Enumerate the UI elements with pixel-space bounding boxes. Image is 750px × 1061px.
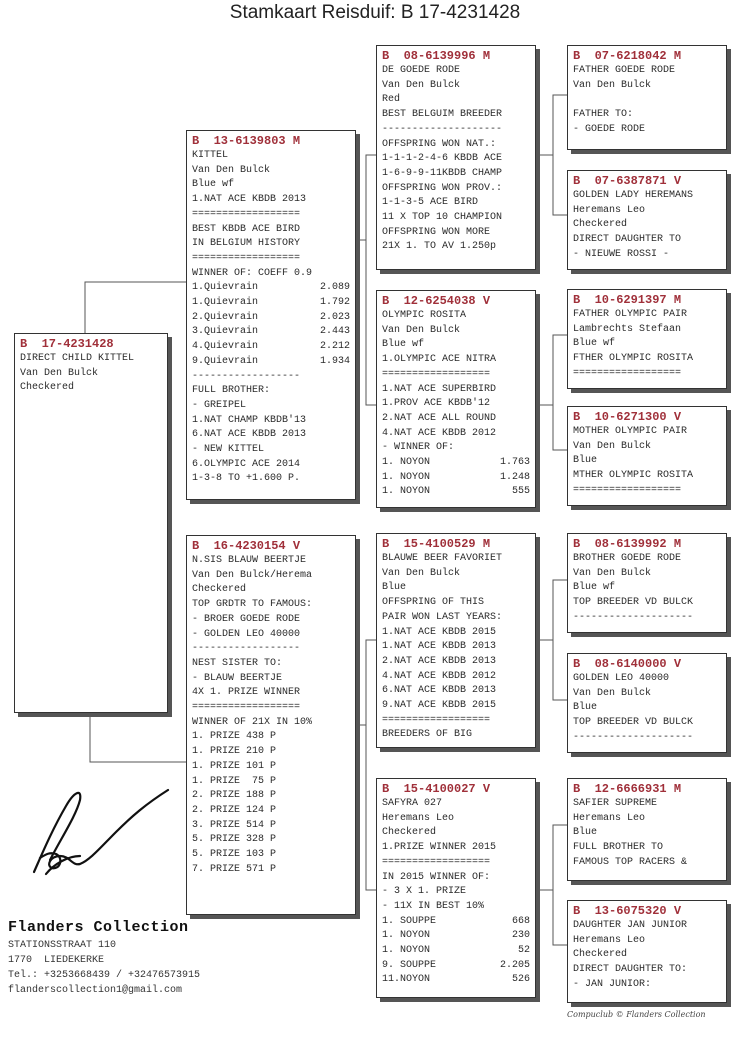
result-value: 230: [511, 930, 530, 942]
detail-line: Blue wf: [573, 338, 616, 350]
ring-number: B 12-6666931 M: [573, 782, 682, 796]
subject-pigeon-card: [14, 333, 168, 713]
detail-line: 1.PROV ACE KBDB'12: [382, 398, 491, 410]
detail-line: DIRECT CHILD KITTEL: [20, 353, 135, 364]
detail-line: 6.NAT ACE KBDB 2013: [382, 685, 497, 697]
detail-line: ==================: [382, 856, 491, 868]
detail-line: - BROER GOEDE RODE: [192, 613, 301, 625]
detail-line: FATHER OLYMPIC PAIR: [573, 309, 688, 320]
detail-line: 7. PRIZE 571 P: [192, 863, 277, 875]
signature-icon: [20, 770, 180, 890]
pigeon-details: [192, 149, 350, 487]
breeder-name: Flanders Collection: [8, 919, 189, 936]
detail-line: Checkered: [573, 949, 628, 961]
detail-line: MOTHER OLYMPIC PAIR: [573, 426, 688, 437]
ring-number: B 07-6218042 M: [573, 49, 682, 63]
result-row: [382, 973, 530, 988]
great-grandparent-card: [567, 900, 727, 1003]
pigeon-details: [382, 552, 530, 743]
detail-line: Blue wf: [382, 339, 425, 351]
pigeon-details: [573, 64, 721, 138]
result-value: 2.443: [319, 326, 350, 338]
detail-line: 1-1-3-5 ACE BIRD: [382, 197, 479, 209]
detail-line: TOP BREEDER VD BULCK: [573, 597, 694, 609]
detail-line: Van Den Bulck: [573, 79, 652, 91]
result-label: 3.Quievrain: [192, 326, 259, 338]
ring-number: B 13-6075320 V: [573, 904, 682, 918]
detail-line: FATHER GOEDE RODE: [573, 65, 676, 76]
detail-line: 1-1-1-2-4-6 KBDB ACE: [382, 153, 503, 165]
great-grandparent-card: [567, 778, 727, 881]
detail-line: Van Den Bulck/Herema: [192, 569, 313, 581]
great-grandparent-card: [567, 653, 727, 753]
result-row: [382, 456, 530, 471]
detail-line: - JAN JUNIOR:: [573, 978, 652, 990]
result-row: [192, 281, 350, 296]
detail-line: BROTHER GOEDE RODE: [573, 553, 682, 564]
detail-line: MTHER OLYMPIC ROSITA: [573, 470, 694, 482]
result-label: 11.NOYON: [382, 974, 431, 986]
detail-line: Checkered: [382, 827, 437, 839]
detail-line: 9.NAT ACE KBDB 2015: [382, 700, 497, 712]
result-row: [192, 311, 350, 326]
result-label: 1. NOYON: [382, 486, 431, 498]
detail-line: - GOLDEN LEO 40000: [192, 628, 301, 640]
detail-line: 2. PRIZE 124 P: [192, 804, 277, 816]
result-label: 1.Quievrain: [192, 282, 259, 294]
detail-line: 1.OLYMPIC ACE NITRA: [382, 354, 497, 366]
result-row: [192, 340, 350, 355]
detail-line: TOP BREEDER VD BULCK: [573, 717, 694, 729]
pigeon-details: [573, 425, 721, 499]
pigeon-details: [573, 552, 721, 626]
detail-line: 6.NAT ACE KBDB 2013: [192, 429, 307, 441]
detail-line: Checkered: [192, 584, 247, 596]
detail-line: ------------------: [192, 643, 301, 655]
detail-line: ==================: [192, 702, 301, 714]
detail-line: Checkered: [20, 382, 75, 394]
result-row: [382, 485, 530, 500]
paternal-granddam-card: [376, 290, 536, 508]
result-label: 4.Quievrain: [192, 341, 259, 353]
detail-line: ==================: [192, 252, 301, 264]
detail-line: PAIR WON LAST YEARS:: [382, 611, 503, 623]
result-label: 9.Quievrain: [192, 355, 259, 367]
result-row: [382, 959, 530, 974]
ring-number: B 12-6254038 V: [382, 294, 491, 308]
detail-line: - 3 X 1. PRIZE: [382, 886, 467, 898]
result-value: 2.205: [499, 959, 530, 971]
detail-line: DIRECT DAUGHTER TO:: [573, 964, 688, 976]
detail-line: OLYMPIC ROSITA: [382, 310, 467, 321]
detail-line: - GOEDE RODE: [573, 123, 646, 135]
maternal-granddam-card: [376, 778, 536, 998]
detail-line: NEST SISTER TO:: [192, 657, 283, 669]
dam-card: [186, 535, 356, 915]
detail-line: SAFYRA 027: [382, 798, 443, 809]
detail-line: DE GOEDE RODE: [382, 65, 461, 76]
email-line: flanderscollection1@gmail.com: [8, 985, 183, 996]
result-label: 1. NOYON: [382, 457, 431, 469]
detail-line: Van Den Bulck: [20, 367, 99, 379]
detail-line: BEST KBDB ACE BIRD: [192, 223, 301, 235]
ring-number: B 07-6387871 V: [573, 174, 682, 188]
detail-line: --------------------: [573, 731, 694, 743]
phone-line: Tel.: +3253668439 / +32476573915: [8, 970, 201, 981]
result-value: 526: [511, 974, 530, 986]
detail-line: Lambrechts Stefaan: [573, 323, 682, 335]
result-value: 1.248: [499, 471, 530, 483]
detail-line: SAFIER SUPREME: [573, 798, 658, 809]
pigeon-details: [382, 309, 530, 500]
ring-number: B 17-4231428: [20, 337, 114, 351]
result-value: 1.792: [319, 297, 350, 309]
ring-number: B 10-6271300 V: [573, 410, 682, 424]
detail-line: Heremans Leo: [382, 812, 455, 824]
result-row: [192, 296, 350, 311]
pigeon-details: [573, 189, 721, 263]
result-value: 668: [511, 915, 530, 927]
detail-line: 3. PRIZE 514 P: [192, 819, 277, 831]
detail-line: - NIEUWE ROSSI -: [573, 248, 670, 260]
ring-number: B 13-6139803 M: [192, 134, 301, 148]
result-value: 2.089: [319, 282, 350, 294]
detail-line: 1.NAT ACE SUPERBIRD: [382, 383, 497, 395]
breeder-contact: [8, 918, 200, 998]
detail-line: Van Den Bulck: [192, 164, 271, 176]
detail-line: Blue: [382, 582, 407, 594]
ring-number: B 16-4230154 V: [192, 539, 301, 553]
detail-line: Blue: [573, 827, 598, 839]
detail-line: --------------------: [382, 123, 503, 135]
detail-line: ------------------: [192, 370, 301, 382]
detail-line: DAUGHTER JAN JUNIOR: [573, 920, 688, 931]
detail-line: 4.NAT ACE KBDB 2012: [382, 427, 497, 439]
detail-line: Heremans Leo: [573, 204, 646, 216]
detail-line: 1. PRIZE 210 P: [192, 746, 277, 758]
detail-line: ==================: [382, 714, 491, 726]
detail-line: 5. PRIZE 328 P: [192, 834, 277, 846]
great-grandparent-card: [567, 533, 727, 633]
detail-line: TOP GRDTR TO FAMOUS:: [192, 599, 313, 611]
great-grandparent-card: [567, 45, 727, 150]
pigeon-details: [573, 672, 721, 746]
address-line: 1770 LIEDEKERKE: [8, 955, 105, 966]
detail-line: 1. PRIZE 101 P: [192, 760, 277, 772]
detail-line: Heremans Leo: [573, 934, 646, 946]
result-label: 1. SOUPPE: [382, 915, 437, 927]
detail-line: OFFSPRING WON MORE: [382, 226, 491, 238]
software-credit: Compuclub © Flanders Collection: [567, 1010, 706, 1019]
detail-line: 1.NAT ACE KBDB 2013: [382, 641, 497, 653]
detail-line: IN 2015 WINNER OF:: [382, 871, 491, 883]
detail-line: 1. PRIZE 438 P: [192, 731, 277, 743]
detail-line: 2.NAT ACE ALL ROUND: [382, 412, 497, 424]
detail-line: KITTEL: [192, 150, 229, 161]
detail-line: Heremans Leo: [573, 812, 646, 824]
detail-line: 4X 1. PRIZE WINNER: [192, 687, 301, 699]
detail-line: 21X 1. TO AV 1.250p: [382, 241, 497, 253]
ring-number: B 15-4100027 V: [382, 782, 491, 796]
detail-line: Van Den Bulck: [382, 567, 461, 579]
detail-line: Van Den Bulck: [382, 79, 461, 91]
result-label: 1. NOYON: [382, 930, 431, 942]
detail-line: IN BELGIUM HISTORY: [192, 238, 301, 250]
result-value: 2.023: [319, 311, 350, 323]
detail-line: Van Den Bulck: [573, 567, 652, 579]
detail-line: BEST BELGUIM BREEDER: [382, 109, 503, 121]
detail-line: WINNER OF 21X IN 10%: [192, 716, 313, 728]
detail-line: BREEDERS OF BIG: [382, 729, 473, 741]
pigeon-details: [382, 797, 530, 988]
detail-line: - 11X IN BEST 10%: [382, 900, 485, 912]
detail-line: 1-6-9-9-11KBDB CHAMP: [382, 167, 503, 179]
detail-line: Van Den Bulck: [573, 687, 652, 699]
detail-line: FATHER TO:: [573, 109, 634, 121]
result-row: [192, 325, 350, 340]
detail-line: 2. PRIZE 188 P: [192, 790, 277, 802]
result-label: 1.Quievrain: [192, 297, 259, 309]
result-row: [382, 929, 530, 944]
detail-line: FTHER OLYMPIC ROSITA: [573, 353, 694, 365]
detail-line: OFFSPRING WON NAT.:: [382, 138, 497, 150]
ring-number: B 10-6291397 M: [573, 293, 682, 307]
detail-line: GOLDEN LADY HEREMANS: [573, 190, 694, 201]
great-grandparent-card: [567, 289, 727, 389]
ring-number: B 08-6139992 M: [573, 537, 682, 551]
detail-line: 1-3-8 TO +1.600 P.: [192, 473, 301, 485]
result-label: 2.Quievrain: [192, 311, 259, 323]
pigeon-details: [573, 797, 721, 871]
pigeon-details: [192, 554, 350, 877]
detail-line: 4.NAT ACE KBDB 2012: [382, 670, 497, 682]
result-row: [382, 915, 530, 930]
detail-line: Blue: [573, 455, 598, 467]
detail-line: Red: [382, 94, 401, 106]
detail-line: Van Den Bulck: [573, 440, 652, 452]
detail-line: - BLAUW BEERTJE: [192, 672, 283, 684]
detail-line: 2.NAT ACE KBDB 2013: [382, 655, 497, 667]
detail-line: FULL BROTHER TO: [573, 842, 664, 854]
detail-line: N.SIS BLAUW BEERTJE: [192, 555, 307, 566]
great-grandparent-card: [567, 406, 727, 506]
detail-line: DIRECT DAUGHTER TO: [573, 234, 682, 246]
paternal-grandsire-card: [376, 45, 536, 270]
detail-line: ==================: [573, 367, 682, 379]
result-label: WINNER OF: COEFF 0.9: [192, 267, 313, 279]
result-value: 52: [517, 945, 530, 957]
page-title: Stamkaart Reisduif: B 17-4231428: [229, 2, 521, 23]
maternal-grandsire-card: [376, 533, 536, 748]
ring-number: B 15-4100529 M: [382, 537, 491, 551]
detail-line: 1.NAT ACE KBDB 2013: [192, 194, 307, 206]
result-row: [382, 471, 530, 486]
detail-line: OFFSPRING OF THIS: [382, 597, 485, 609]
detail-line: - WINNER OF:: [382, 442, 455, 454]
detail-line: [573, 93, 721, 108]
result-row: [192, 267, 350, 282]
detail-line: BLAUWE BEER FAVORIET: [382, 553, 503, 564]
detail-line: 6.OLYMPIC ACE 2014: [192, 458, 301, 470]
result-label: 1. NOYON: [382, 945, 431, 957]
pigeon-details: [20, 352, 162, 396]
sire-card: [186, 130, 356, 500]
result-label: 1. NOYON: [382, 471, 431, 483]
pigeon-details: [382, 64, 530, 255]
great-grandparent-card: [567, 170, 727, 270]
detail-line: 11 X TOP 10 CHAMPION: [382, 212, 503, 224]
detail-line: OFFSPRING WON PROV.:: [382, 182, 503, 194]
detail-line: - GREIPEL: [192, 399, 247, 411]
result-value: 2.212: [319, 341, 350, 353]
detail-line: ==================: [382, 368, 491, 380]
detail-line: ==================: [573, 484, 682, 496]
result-label: 9. SOUPPE: [382, 959, 437, 971]
address-line: STATIONSSTRAAT 110: [8, 940, 117, 951]
detail-line: --------------------: [573, 611, 694, 623]
result-value: 1.763: [499, 457, 530, 469]
detail-line: Blue: [573, 702, 598, 714]
result-row: [192, 355, 350, 370]
detail-line: FAMOUS TOP RACERS &: [573, 856, 688, 868]
detail-line: Checkered: [573, 219, 628, 231]
detail-line: Blue wf: [573, 582, 616, 594]
detail-line: 1.NAT CHAMP KBDB'13: [192, 414, 307, 426]
detail-line: FULL BROTHER:: [192, 385, 271, 397]
result-value: 1.934: [319, 355, 350, 367]
detail-line: Van Den Bulck: [382, 324, 461, 336]
detail-line: 5. PRIZE 103 P: [192, 849, 277, 861]
pigeon-details: [573, 308, 721, 382]
detail-line: GOLDEN LEO 40000: [573, 673, 670, 684]
detail-line: Blue wf: [192, 179, 235, 191]
pigeon-details: [573, 919, 721, 993]
detail-line: 1. PRIZE 75 P: [192, 775, 277, 787]
detail-line: 1.PRIZE WINNER 2015: [382, 842, 497, 854]
ring-number: B 08-6139996 M: [382, 49, 491, 63]
ring-number: B 08-6140000 V: [573, 657, 682, 671]
result-value: 555: [511, 486, 530, 498]
detail-line: - NEW KITTEL: [192, 444, 265, 456]
detail-line: ==================: [192, 208, 301, 220]
detail-line: 1.NAT ACE KBDB 2015: [382, 626, 497, 638]
result-row: [382, 944, 530, 959]
